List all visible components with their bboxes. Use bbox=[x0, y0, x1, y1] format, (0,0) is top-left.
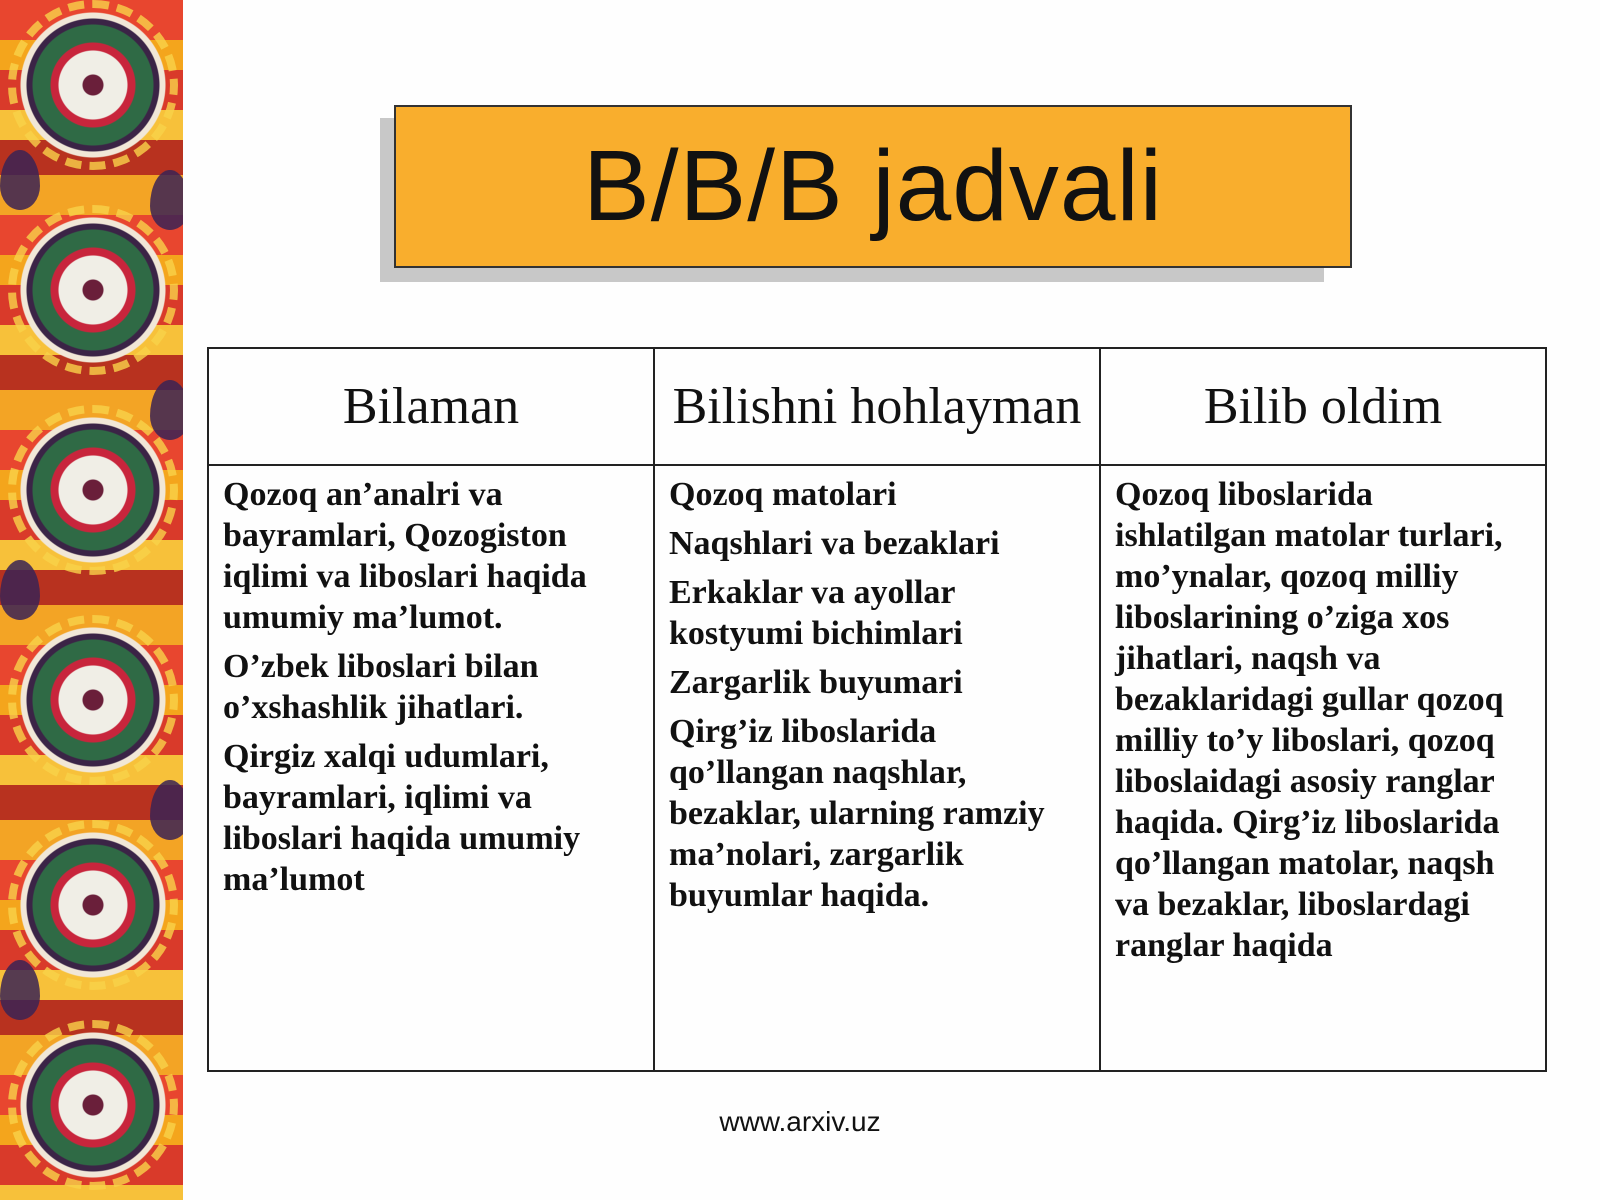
page-title: B/B/B jadvali bbox=[583, 130, 1163, 242]
table-row bbox=[208, 465, 1546, 1071]
list-item: Qirgiz xalqi udumlari, bayramlari, iqlimi va liboslari haqida umumiy ma’lumot bbox=[223, 738, 581, 898]
header-bilib-oldim: Bilib oldim bbox=[1100, 348, 1546, 465]
leaf-ornament bbox=[0, 560, 40, 620]
list-item: O’zbek liboslari bilan o’xshashlik jihatlari. bbox=[223, 648, 539, 726]
column-bilib-oldim bbox=[1100, 465, 1546, 1071]
rosette-ornament bbox=[18, 830, 168, 980]
table-header-row bbox=[208, 348, 1546, 465]
list-item: Qozoq an’analri va bayramlari, Qozogiston iqlimi va liboslari haqida umumiy ma’lumot. bbox=[223, 476, 587, 636]
list-item: Naqshlari va bezaklari bbox=[669, 525, 1000, 562]
leaf-ornament bbox=[0, 960, 40, 1020]
title-box bbox=[394, 105, 1352, 268]
footer-url: www.arxiv.uz bbox=[719, 1106, 881, 1137]
rosette-ornament bbox=[18, 215, 168, 365]
rosette-ornament bbox=[18, 415, 168, 565]
leaf-ornament bbox=[150, 170, 183, 230]
rosette-ornament bbox=[18, 10, 168, 160]
column-bilaman bbox=[208, 465, 654, 1071]
decorative-suzani-border bbox=[0, 0, 183, 1200]
bbb-table bbox=[207, 347, 1547, 1072]
rosette-ornament bbox=[18, 625, 168, 775]
list-item: Qirg’iz liboslarida qo’llangan naqshlar, bezaklar, ularning ramziy ma’nolari, zargarlik buyumlar haqida. bbox=[669, 713, 1045, 914]
header-bilaman: Bilaman bbox=[208, 348, 654, 465]
header-bilishni-hohlayman: Bilishni hohlayman bbox=[654, 348, 1100, 465]
leaf-ornament bbox=[0, 150, 40, 210]
list-item: Zargarlik buyumari bbox=[669, 664, 963, 701]
leaf-ornament bbox=[150, 780, 183, 840]
rosette-ornament bbox=[18, 1030, 168, 1180]
leaf-ornament bbox=[150, 380, 183, 440]
column-bilishni-hohlayman bbox=[654, 465, 1100, 1071]
list-item: Qozoq matolari bbox=[669, 476, 897, 513]
list-item: Qozoq liboslarida ishlatilgan matolar turlari, mo’ynalar, qozoq milliy liboslarining o’ziga xos jihatlari, naqsh va bezaklaridagi gullar qozoq milliy to’y liboslari, qozoq liboslaidagi asosiy ranglar haqida. Qirg’iz liboslarida qo’llangan matolar, naqsh va bezaklar, liboslardagi ranglar haqida bbox=[1115, 476, 1504, 964]
list-item: Erkaklar va ayollar kostyumi bichimlari bbox=[669, 574, 963, 652]
